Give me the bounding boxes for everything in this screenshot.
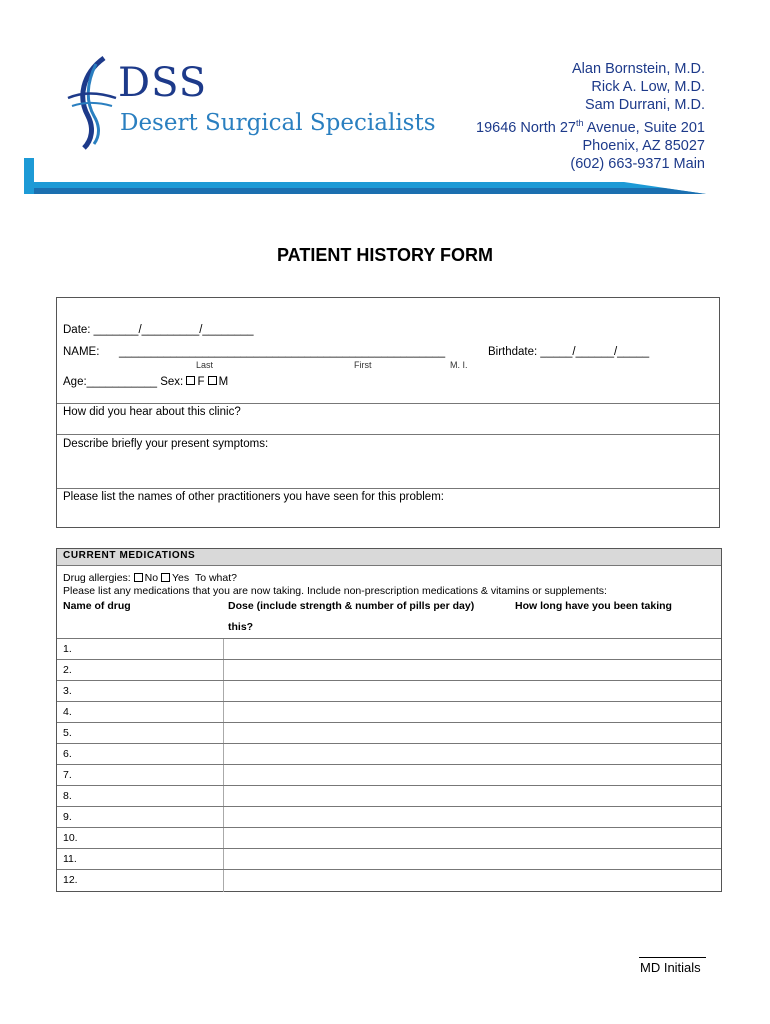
row-number: 7.	[63, 769, 72, 781]
divider	[57, 434, 719, 435]
street-address-post: Avenue, Suite 201	[583, 119, 705, 136]
sex-m-checkbox[interactable]	[208, 376, 217, 385]
street-address	[476, 114, 705, 137]
allergies-yes-checkbox[interactable]	[161, 573, 170, 582]
city-state-zip: Phoenix, AZ 85027	[582, 137, 705, 154]
doctor-name-2: Rick A. Low, M.D.	[591, 79, 705, 95]
col-dose: Dose (include strength & number of pills per day)	[228, 600, 475, 612]
row-number: 10.	[63, 832, 78, 844]
divider	[57, 488, 719, 489]
sex-m-label: M	[218, 376, 229, 388]
md-initials-label: MD Initials	[640, 960, 701, 975]
row-number: 5.	[63, 727, 72, 739]
sex-f-checkbox[interactable]	[186, 376, 195, 385]
row-number: 8.	[63, 790, 72, 802]
allergies-yes-label: Yes	[171, 572, 190, 584]
clinic-address-block	[476, 60, 705, 173]
form-title: PATIENT HISTORY FORM	[276, 245, 493, 265]
street-address-sup: th	[576, 118, 584, 128]
doctor-name-3: Sam Durrani, M.D.	[584, 97, 705, 113]
last-name-caption: Last	[196, 360, 214, 370]
middle-initial-caption: M. I.	[450, 360, 468, 370]
symptoms-question: Describe briefly your present symptoms:	[63, 438, 269, 450]
logo-abbreviation: DSS	[118, 60, 208, 106]
row-number: 1.	[63, 643, 72, 655]
divider	[57, 403, 719, 404]
age-sex-line	[63, 375, 228, 389]
medication-row[interactable]	[57, 827, 721, 848]
allergies-to-what: To what?	[194, 572, 237, 584]
medication-row[interactable]	[57, 785, 721, 806]
medication-row[interactable]	[57, 659, 721, 680]
row-number: 3.	[63, 685, 72, 697]
patient-info-section	[56, 297, 720, 528]
allergies-no-checkbox[interactable]	[134, 573, 143, 582]
name-label: NAME:	[63, 346, 100, 358]
hear-about-question: How did you hear about this clinic?	[63, 406, 241, 418]
logo-name: Desert Surgical Specialists	[120, 110, 436, 136]
header-bar-decoration	[24, 158, 706, 198]
col-name-of-drug: Name of drug	[63, 600, 131, 612]
allergies-no-label: No	[144, 572, 159, 584]
medication-row[interactable]	[57, 701, 721, 722]
medication-row[interactable]	[57, 869, 721, 892]
phone-number: (602) 663-9371 Main	[570, 155, 705, 172]
sex-f-label: F	[197, 376, 205, 388]
row-number: 11.	[63, 853, 77, 865]
birthdate-field[interactable]: Birthdate: _____/______/_____	[488, 346, 650, 358]
doctor-name-1: Alan Bornstein, M.D.	[572, 61, 705, 77]
age-field[interactable]: Age:___________	[63, 376, 158, 388]
medication-row[interactable]	[57, 764, 721, 785]
drug-allergies-label: Drug allergies:	[63, 572, 131, 584]
medication-row[interactable]	[57, 638, 721, 659]
medication-row[interactable]	[57, 743, 721, 764]
first-name-caption: First	[354, 360, 372, 370]
current-medications-section	[56, 548, 722, 892]
medications-header-label: CURRENT MEDICATIONS	[63, 550, 196, 561]
medication-row[interactable]	[57, 722, 721, 743]
row-number: 4.	[63, 706, 72, 718]
md-initials-line[interactable]	[639, 957, 706, 958]
row-number: 12.	[63, 874, 78, 886]
medication-row[interactable]	[57, 848, 721, 869]
medications-header	[57, 549, 721, 566]
col-how-long-cont: this?	[228, 621, 254, 633]
medication-row[interactable]	[57, 680, 721, 701]
logo-swoosh-icon	[64, 54, 120, 150]
name-field[interactable]: ___________________________________________________	[119, 346, 446, 358]
practitioners-question: Please list the names of other practitioners you have seen for this problem:	[63, 491, 444, 503]
row-number: 2.	[63, 664, 72, 676]
medication-row[interactable]	[57, 806, 721, 827]
row-number: 6.	[63, 748, 72, 760]
medications-instructions: Please list any medications that you are now taking. Include non-prescription medications & vitamins or supplements:	[63, 585, 607, 597]
col-how-long: How long have you been taking	[515, 600, 672, 612]
street-address-pre: 19646 North 27	[476, 119, 576, 136]
drug-allergies-line	[63, 571, 237, 585]
sex-label: Sex:	[160, 376, 184, 388]
row-number: 9.	[63, 811, 72, 823]
date-field[interactable]: Date: _______/_________/________	[63, 324, 254, 336]
